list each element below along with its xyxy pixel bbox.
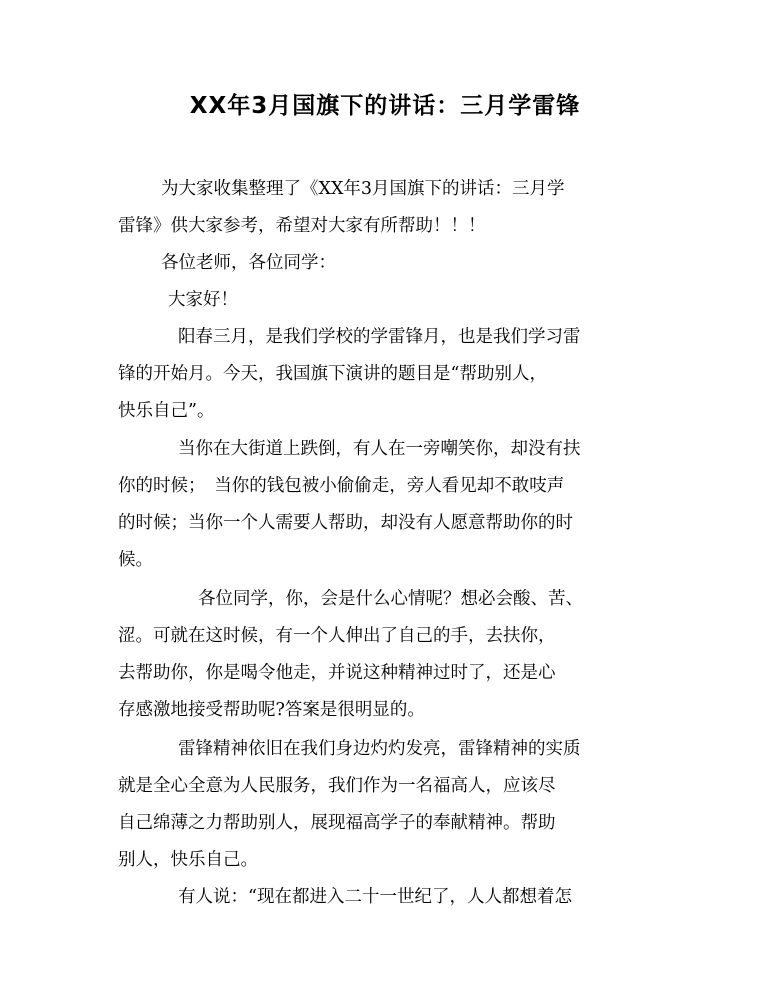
body-line-9: 你的时候； 当你的钱包被小偷偷走，旁人看见却不敢吱声 (118, 476, 565, 496)
body-line-2: 雷锋》供大家参考，希望对大家有所帮助！！！ (118, 216, 486, 236)
body-line-5: 阳春三月，是我们学校的学雷锋月，也是我们学习雷 (178, 327, 581, 347)
body-line-12: 各位同学，你，会是什么心情呢？想必会酸、苦、 (198, 589, 583, 609)
body-line-17: 就是全心全意为人民服务，我们作为一名福高人，应该尽 (118, 776, 556, 796)
body-line-7: 快乐自己”。 (118, 401, 215, 421)
body-line-10: 的时候；当你一个人需要人帮助，却没有人愿意帮助你的时 (118, 513, 573, 533)
body-line-13: 涩。可就在这时候，有一个人伸出了自己的手，去扶你， (118, 626, 556, 646)
body-line-4: 大家好！ (168, 290, 238, 310)
body-line-16: 雷锋精神依旧在我们身边灼灼发亮，雷锋精神的实质 (178, 739, 581, 759)
body-line-3: 各位老师，各位同学： (161, 253, 336, 273)
document-title: XX年3月国旗下的讲话：三月学雷锋 (189, 93, 581, 119)
body-line-18: 自己绵薄之力帮助别人，展现福高学子的奉献精神。帮助 (118, 813, 556, 833)
body-line-11: 候。 (118, 550, 153, 570)
body-line-15: 存感激地接受帮助呢?答案是很明显的。 (118, 700, 425, 720)
body-line-19: 别人，快乐自己。 (118, 850, 258, 870)
body-line-1: 为大家收集整理了《XX年3月国旗下的讲话：三月学 (161, 179, 565, 199)
body-line-6: 锋的开始月。今天，我国旗下演讲的题目是“帮助别人， (118, 364, 547, 384)
body-line-14: 去帮助你，你是喝令他走，并说这种精神过时了，还是心 (118, 663, 556, 683)
body-line-8: 当你在大街道上跌倒，有人在一旁嘲笑你，却没有扶 (178, 439, 581, 459)
body-line-20: 有人说：“现在都进入二十一世纪了，人人都想着怎 (178, 887, 572, 907)
